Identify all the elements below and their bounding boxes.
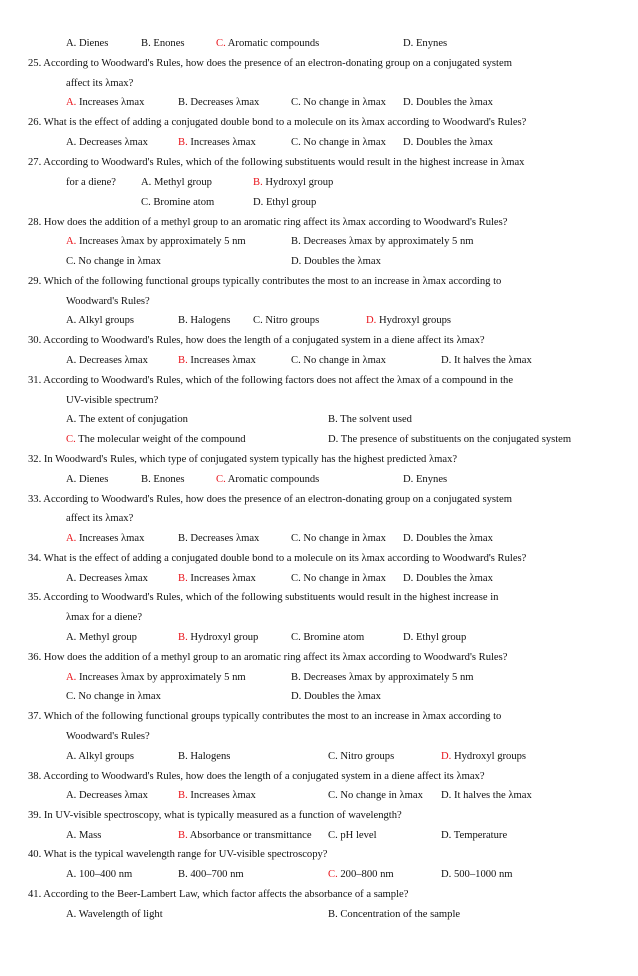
option-letter: B. bbox=[178, 533, 188, 544]
option-letter: D. bbox=[403, 97, 414, 108]
answer-option bbox=[178, 314, 230, 328]
question-text: 41. According to the Beer-Lambert Law, which factor affects the absorbance of a sample? bbox=[28, 889, 409, 900]
correct-answer-letter: A. bbox=[66, 97, 77, 108]
answer-option bbox=[253, 314, 319, 328]
option-text: Hydroxyl groups bbox=[376, 315, 452, 326]
option-text: Increases λmax by approximately 5 nm bbox=[76, 672, 246, 683]
option-text: Doubles the λmax bbox=[413, 137, 493, 148]
answer-option bbox=[178, 829, 312, 843]
option-text: Decreases λmax bbox=[76, 355, 148, 366]
option-text: Doubles the λmax bbox=[413, 533, 493, 544]
correct-answer-letter: A. bbox=[66, 236, 77, 247]
option-text: Absorbance or transmittance bbox=[187, 830, 312, 841]
option-text: Ethyl group bbox=[413, 632, 467, 643]
option-letter: D. bbox=[403, 137, 414, 148]
correct-answer-letter: B. bbox=[178, 355, 188, 366]
option-letter: B. bbox=[291, 236, 301, 247]
option-letter: C. bbox=[328, 830, 338, 841]
option-text: Alkyl groups bbox=[76, 315, 134, 326]
answer-option bbox=[178, 354, 256, 368]
correct-answer-letter: C. bbox=[328, 869, 338, 880]
option-letter: A. bbox=[66, 869, 77, 880]
answer-option bbox=[291, 255, 381, 269]
option-text: Nitro groups bbox=[262, 315, 320, 326]
option-letter: D. bbox=[291, 691, 302, 702]
question-text: 36. How does the addition of a methyl group to an aromatic ring affect its λmax according to Woodward's Rules? bbox=[28, 652, 508, 663]
option-letter: A. bbox=[66, 909, 77, 920]
answer-option bbox=[141, 176, 212, 190]
option-text: 400–700 nm bbox=[187, 869, 244, 880]
answer-option bbox=[403, 136, 493, 150]
question-text-continued: λmax for a diene? bbox=[66, 612, 143, 623]
answer-option bbox=[403, 96, 493, 110]
option-text: Ethyl group bbox=[263, 197, 317, 208]
option-text: No change in λmax bbox=[337, 790, 423, 801]
answer-option bbox=[178, 572, 256, 586]
option-letter: A. bbox=[66, 632, 77, 643]
answer-option bbox=[66, 631, 137, 645]
question-text-continued: Woodward's Rules? bbox=[66, 296, 150, 307]
option-letter: C. bbox=[291, 97, 301, 108]
option-text: Enones bbox=[150, 38, 185, 49]
option-text: Aromatic compounds bbox=[225, 474, 320, 485]
option-text: The molecular weight of the compound bbox=[75, 434, 246, 445]
answer-option bbox=[291, 354, 386, 368]
option-letter: C. bbox=[291, 137, 301, 148]
answer-option bbox=[66, 690, 161, 704]
question-text: 38. According to Woodward's Rules, how does the length of a conjugated system in a diene affect its λmax? bbox=[28, 771, 485, 782]
question-text: 34. What is the effect of adding a conjugated double bond to a molecule on its λmax according to Woodward's Rules? bbox=[28, 553, 527, 564]
answer-option bbox=[141, 196, 214, 210]
question-text: 31. According to Woodward's Rules, which of the following factors does not affect the λmax of a compound in the bbox=[28, 375, 514, 386]
answer-option bbox=[328, 413, 412, 427]
question-text: 37. Which of the following functional groups typically contributes the most to an increase in λmax according to bbox=[28, 711, 502, 722]
option-text: Nitro groups bbox=[337, 751, 395, 762]
option-text: Methyl group bbox=[76, 632, 137, 643]
answer-option bbox=[66, 433, 246, 447]
option-text: No change in λmax bbox=[300, 355, 386, 366]
question-text-continued: affect its λmax? bbox=[66, 78, 134, 89]
option-text: The extent of conjugation bbox=[76, 414, 188, 425]
option-text: Increases λmax bbox=[187, 573, 256, 584]
answer-option bbox=[291, 572, 386, 586]
option-text: Enynes bbox=[413, 38, 448, 49]
correct-answer-letter: B. bbox=[178, 632, 188, 643]
option-letter: A. bbox=[66, 137, 77, 148]
option-letter: D. bbox=[291, 256, 302, 267]
option-text: Decreases λmax bbox=[76, 573, 148, 584]
option-letter: D. bbox=[441, 830, 452, 841]
option-letter: C. bbox=[253, 315, 263, 326]
option-text: Decreases λmax bbox=[76, 137, 148, 148]
answer-option bbox=[291, 671, 474, 685]
answer-option bbox=[328, 789, 423, 803]
answer-option bbox=[328, 868, 394, 882]
option-letter: D. bbox=[441, 790, 452, 801]
option-letter: C. bbox=[328, 751, 338, 762]
answer-option bbox=[66, 413, 188, 427]
option-text: The presence of substituents on the conjugated system bbox=[338, 434, 572, 445]
answer-option bbox=[178, 789, 256, 803]
option-letter: B. bbox=[328, 909, 338, 920]
answer-option bbox=[66, 235, 246, 249]
option-letter: B. bbox=[291, 672, 301, 683]
answer-option bbox=[328, 433, 571, 447]
answer-option bbox=[66, 789, 148, 803]
option-text: Halogens bbox=[187, 315, 231, 326]
option-text: Decreases λmax by approximately 5 nm bbox=[300, 236, 474, 247]
option-text: Enones bbox=[150, 474, 185, 485]
answer-option bbox=[291, 631, 364, 645]
option-letter: A. bbox=[66, 414, 77, 425]
answer-option bbox=[66, 354, 148, 368]
option-text: pH level bbox=[337, 830, 377, 841]
option-text: Dienes bbox=[76, 474, 109, 485]
question-text: 32. In Woodward's Rules, which type of conjugated system typically has the highest predicted λmax? bbox=[28, 454, 458, 465]
answer-option bbox=[66, 572, 148, 586]
option-letter: A. bbox=[66, 38, 77, 49]
option-text: Temperature bbox=[451, 830, 508, 841]
question-text: 40. What is the typical wavelength range for UV-visible spectroscopy? bbox=[28, 849, 328, 860]
correct-answer-letter: C. bbox=[216, 38, 226, 49]
option-letter: D. bbox=[403, 632, 414, 643]
option-text: Bromine atom bbox=[300, 632, 365, 643]
answer-option bbox=[66, 136, 148, 150]
answer-option bbox=[403, 572, 493, 586]
answer-option bbox=[178, 631, 258, 645]
option-letter: D. bbox=[328, 434, 339, 445]
question-text: 27. According to Woodward's Rules, which of the following substituents would result in the highest increase in λmax bbox=[28, 157, 525, 168]
option-text: No change in λmax bbox=[300, 97, 386, 108]
question-text: 29. Which of the following functional groups typically contributes the most to an increase in λmax according to bbox=[28, 276, 502, 287]
correct-answer-letter: A. bbox=[66, 672, 77, 683]
correct-answer-letter: B. bbox=[178, 830, 188, 841]
option-text: It halves the λmax bbox=[451, 355, 532, 366]
option-letter: B. bbox=[141, 38, 151, 49]
option-letter: C. bbox=[66, 256, 76, 267]
option-letter: C. bbox=[66, 691, 76, 702]
option-letter: B. bbox=[178, 315, 188, 326]
option-text: No change in λmax bbox=[75, 691, 161, 702]
option-letter: B. bbox=[141, 474, 151, 485]
answer-option bbox=[66, 473, 108, 487]
option-text: No change in λmax bbox=[300, 137, 386, 148]
option-text: Decreases λmax bbox=[187, 533, 260, 544]
answer-option bbox=[441, 829, 507, 843]
option-text: Increases λmax by approximately 5 nm bbox=[76, 236, 246, 247]
option-text: 100–400 nm bbox=[76, 869, 133, 880]
option-text: Dienes bbox=[76, 38, 109, 49]
answer-option bbox=[441, 354, 532, 368]
option-letter: D. bbox=[441, 355, 452, 366]
answer-option bbox=[141, 473, 185, 487]
question-text: 25. According to Woodward's Rules, how does the presence of an electron-donating group on a conjugated system bbox=[28, 58, 512, 69]
answer-option bbox=[403, 631, 466, 645]
option-text: Halogens bbox=[187, 751, 231, 762]
option-text: Decreases λmax by approximately 5 nm bbox=[300, 672, 474, 683]
answer-option bbox=[441, 750, 526, 764]
answer-option bbox=[178, 532, 259, 546]
option-text: Hydroxyl group bbox=[262, 177, 334, 188]
answer-option bbox=[253, 196, 316, 210]
option-letter: A. bbox=[66, 573, 77, 584]
option-text: Increases λmax bbox=[187, 355, 256, 366]
correct-answer-letter: A. bbox=[66, 533, 77, 544]
answer-option bbox=[403, 532, 493, 546]
option-text: 200–800 nm bbox=[337, 869, 394, 880]
option-text: Wavelength of light bbox=[76, 909, 163, 920]
option-text: Bromine atom bbox=[150, 197, 215, 208]
question-text: 39. In UV-visible spectroscopy, what is typically measured as a function of wavelength? bbox=[28, 810, 402, 821]
option-letter: B. bbox=[178, 97, 188, 108]
answer-option bbox=[66, 255, 161, 269]
correct-answer-letter: B. bbox=[178, 137, 188, 148]
option-text: Decreases λmax bbox=[187, 97, 260, 108]
answer-option bbox=[66, 829, 101, 843]
answer-option bbox=[216, 473, 319, 487]
option-text: Decreases λmax bbox=[76, 790, 148, 801]
option-text: Hydroxyl groups bbox=[451, 751, 527, 762]
option-letter: A. bbox=[66, 830, 77, 841]
correct-answer-letter: B. bbox=[178, 790, 188, 801]
question-text: 35. According to Woodward's Rules, which of the following substituents would result in the highest increase in bbox=[28, 592, 499, 603]
answer-option bbox=[291, 136, 386, 150]
option-letter: A. bbox=[66, 790, 77, 801]
answer-option bbox=[178, 136, 256, 150]
answer-option bbox=[178, 868, 244, 882]
option-text: Doubles the λmax bbox=[301, 256, 381, 267]
answer-option bbox=[66, 532, 144, 546]
question-text: 28. How does the addition of a methyl group to an aromatic ring affect its λmax according to Woodward's Rules? bbox=[28, 217, 508, 228]
answer-option bbox=[178, 750, 230, 764]
option-text: Methyl group bbox=[151, 177, 212, 188]
correct-answer-letter: D. bbox=[441, 751, 452, 762]
option-letter: A. bbox=[66, 315, 77, 326]
option-text: Aromatic compounds bbox=[225, 38, 320, 49]
answer-option bbox=[291, 690, 381, 704]
option-text: Doubles the λmax bbox=[301, 691, 381, 702]
option-text: Increases λmax bbox=[187, 137, 256, 148]
answer-option bbox=[178, 96, 259, 110]
option-letter: B. bbox=[178, 869, 188, 880]
option-letter: C. bbox=[291, 632, 301, 643]
option-letter: D. bbox=[403, 533, 414, 544]
option-letter: D. bbox=[403, 38, 414, 49]
option-letter: A. bbox=[66, 474, 77, 485]
question-text-continued: for a diene? bbox=[66, 177, 116, 188]
option-text: Increases λmax bbox=[76, 533, 145, 544]
answer-option bbox=[291, 96, 386, 110]
answer-option bbox=[328, 750, 394, 764]
question-text: 33. According to Woodward's Rules, how does the presence of an electron-donating group on a conjugated system bbox=[28, 494, 512, 505]
option-letter: D. bbox=[403, 474, 414, 485]
answer-option bbox=[328, 908, 460, 922]
option-text: It halves the λmax bbox=[451, 790, 532, 801]
option-text: No change in λmax bbox=[300, 573, 386, 584]
option-text: No change in λmax bbox=[300, 533, 386, 544]
option-text: Doubles the λmax bbox=[413, 573, 493, 584]
answer-option bbox=[291, 235, 474, 249]
option-text: Mass bbox=[76, 830, 102, 841]
option-letter: A. bbox=[66, 355, 77, 366]
option-letter: B. bbox=[328, 414, 338, 425]
correct-answer-letter: D. bbox=[366, 315, 377, 326]
correct-answer-letter: B. bbox=[178, 573, 188, 584]
option-text: Increases λmax bbox=[76, 97, 145, 108]
option-letter: A. bbox=[66, 751, 77, 762]
answer-option bbox=[403, 473, 447, 487]
answer-option bbox=[403, 37, 447, 51]
option-letter: C. bbox=[291, 573, 301, 584]
question-text-continued: Woodward's Rules? bbox=[66, 731, 150, 742]
answer-option bbox=[366, 314, 451, 328]
option-letter: C. bbox=[141, 197, 151, 208]
option-text: The solvent used bbox=[337, 414, 412, 425]
option-letter: D. bbox=[403, 573, 414, 584]
option-letter: D. bbox=[253, 197, 264, 208]
answer-option bbox=[66, 750, 134, 764]
option-text: Increases λmax bbox=[187, 790, 256, 801]
correct-answer-letter: C. bbox=[66, 434, 76, 445]
option-text: Concentration of the sample bbox=[337, 909, 461, 920]
option-letter: C. bbox=[328, 790, 338, 801]
correct-answer-letter: C. bbox=[216, 474, 226, 485]
answer-option bbox=[66, 868, 132, 882]
answer-option bbox=[66, 314, 134, 328]
answer-option bbox=[141, 37, 185, 51]
option-text: No change in λmax bbox=[75, 256, 161, 267]
question-text: 26. What is the effect of adding a conjugated double bond to a molecule on its λmax according to Woodward's Rules? bbox=[28, 117, 527, 128]
answer-option bbox=[66, 37, 108, 51]
option-text: 500–1000 nm bbox=[451, 869, 513, 880]
question-text-continued: UV-visible spectrum? bbox=[66, 395, 159, 406]
option-text: Doubles the λmax bbox=[413, 97, 493, 108]
question-text: 30. According to Woodward's Rules, how does the length of a conjugated system in a diene affect its λmax? bbox=[28, 335, 485, 346]
answer-option bbox=[66, 671, 246, 685]
answer-option bbox=[66, 908, 163, 922]
option-text: Hydroxyl group bbox=[187, 632, 259, 643]
question-text-continued: affect its λmax? bbox=[66, 513, 134, 524]
option-text: Enynes bbox=[413, 474, 448, 485]
correct-answer-letter: B. bbox=[253, 177, 263, 188]
option-text: Alkyl groups bbox=[76, 751, 134, 762]
answer-option bbox=[328, 829, 377, 843]
answer-option bbox=[291, 532, 386, 546]
answer-option bbox=[253, 176, 333, 190]
answer-option bbox=[66, 96, 144, 110]
option-letter: D. bbox=[441, 869, 452, 880]
option-letter: B. bbox=[178, 751, 188, 762]
option-letter: C. bbox=[291, 533, 301, 544]
answer-option bbox=[441, 868, 513, 882]
answer-option bbox=[441, 789, 532, 803]
option-letter: A. bbox=[141, 177, 152, 188]
option-letter: C. bbox=[291, 355, 301, 366]
answer-option bbox=[216, 37, 319, 51]
